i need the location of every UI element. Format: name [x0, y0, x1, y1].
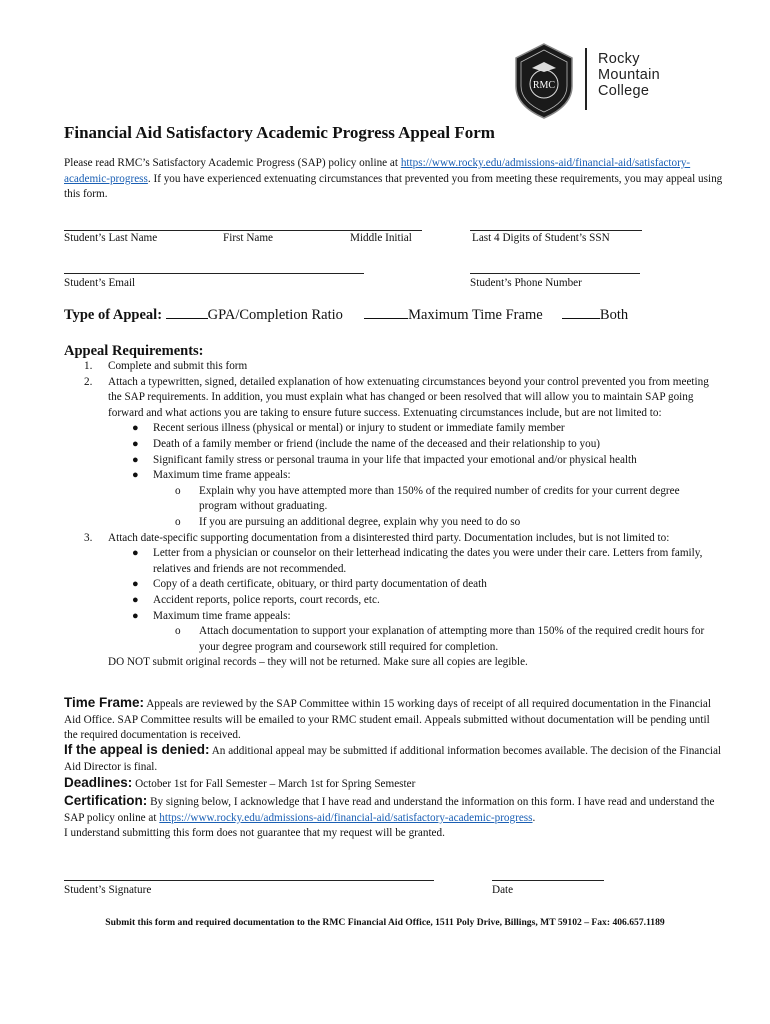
- denied-section: [64, 742, 724, 775]
- college-name-line-3: College: [598, 82, 650, 99]
- certification-text-before: By signing below, I acknowledge that I have read and understand the information on this form. I have read and understand the SAP policy online at: [64, 796, 715, 824]
- requirement-text: Complete and submit this form: [108, 360, 248, 372]
- bullet-item: [108, 421, 714, 437]
- bullet-item: [108, 609, 714, 656]
- gpa-option: GPA/Completion Ratio: [207, 307, 343, 323]
- date-label: Date: [492, 884, 514, 896]
- time-frame-section: [64, 695, 724, 744]
- denied-heading: If the appeal is denied:: [64, 742, 210, 757]
- sub-bullet-item: [153, 515, 714, 531]
- intro-paragraph: [64, 156, 724, 203]
- rmc-shield-logo: [512, 42, 576, 120]
- signature-label: Student’s Signature: [64, 884, 152, 896]
- requirement-number: 3.: [84, 531, 93, 544]
- gpa-blank[interactable]: [166, 306, 208, 319]
- requirement-number: 1.: [84, 360, 93, 372]
- max-time-option: Maximum Time Frame: [408, 307, 543, 323]
- bullet-icon: ●: [132, 547, 139, 560]
- requirement-item-3: [64, 531, 714, 656]
- requirement-text: Attach a typewritten, signed, detailed explanation of how extenuating circumstances beyond your control prevented you from meeting the SAP requirements. In addition, you must explain what has changed or been resolved that will allow you to maintain SAP going forward and what actions you are taking to ensure future success. Extenuating circumstances include, but are not limited to:: [108, 375, 709, 419]
- footer-instructions: Submit this form and required documentation to the RMC Financial Aid Office, 1511 Poly Drive, Billings, MT 59102 – Fax: 406.657.1189: [105, 917, 665, 928]
- bullet-item: [108, 437, 714, 453]
- time-frame-text: Appeals are reviewed by the SAP Committee within 15 working days of receipt of all required documentation in the Financial Aid Office. SAP Committee results will be emailed to your RMC student email. Appeals submitted without documentation will be pending until the required documentation is received.: [64, 698, 711, 742]
- sub-bullet-item: [153, 624, 714, 655]
- intro-text-after: . If you have experienced extenuating circumstances that prevented you from meeting these requirements, you may appeal using this form.: [64, 172, 723, 201]
- do-not-submit-note: DO NOT submit original records – they will not be returned. Make sure all copies are legible.: [108, 656, 528, 669]
- deadlines-heading: Deadlines:: [64, 775, 133, 790]
- form-title: Financial Aid Satisfactory Academic Progress Appeal Form: [64, 123, 495, 142]
- phone-line[interactable]: [470, 273, 640, 274]
- appeal-type-row: [64, 306, 628, 324]
- certification-line2: I understand submitting this form does not guarantee that my request will be granted.: [64, 827, 445, 840]
- name-line[interactable]: [64, 230, 422, 231]
- date-line[interactable]: [492, 880, 604, 881]
- circle-bullet-icon: o: [175, 515, 181, 528]
- requirement-text: Attach date-specific supporting documentation from a disinterested third party. Documentation includes, but is not limited to:: [108, 531, 670, 544]
- both-blank[interactable]: [562, 306, 600, 319]
- denied-text: An additional appeal may be submitted if additional information becomes available. The decision of the Financial Aid Director is final.: [64, 745, 722, 773]
- bullet-icon: ●: [132, 453, 139, 466]
- bullet-icon: ●: [132, 437, 139, 450]
- college-name-line-1: Rocky: [598, 51, 640, 67]
- college-name: [598, 52, 660, 99]
- bullet-icon: ●: [132, 422, 139, 435]
- circle-bullet-icon: o: [175, 484, 181, 497]
- both-option: Both: [599, 307, 629, 323]
- requirement-item-1: [64, 359, 714, 375]
- requirement-item-2: [64, 375, 714, 531]
- logo-text: RMC: [532, 80, 556, 91]
- appeal-type-label: Type of Appeal:: [64, 307, 163, 323]
- ssn-line[interactable]: [470, 230, 642, 231]
- bullet-text: Maximum time frame appeals:: [153, 469, 291, 482]
- certification-sap-link[interactable]: https://www.rocky.edu/admissions-aid/financial-aid/satisfactory-academic-progress: [159, 811, 533, 824]
- certification-heading: Certification:: [64, 793, 148, 808]
- bullet-icon: ●: [132, 593, 139, 606]
- deadlines-text: October 1st for Fall Semester – March 1st for Spring Semester: [135, 778, 416, 790]
- time-frame-heading: Time Frame:: [64, 695, 145, 710]
- deadlines-section: [64, 775, 724, 793]
- last-name-label: Student’s Last Name: [64, 232, 158, 244]
- bullet-text: Letter from a physician or counselor on their letterhead indicating the dates you were under their care. Letters from family, relatives and friends are not recommended.: [153, 547, 703, 575]
- ssn-label: Last 4 Digits of Student’s SSN: [472, 232, 610, 244]
- bullet-icon: ●: [132, 609, 139, 622]
- requirements-list: [64, 359, 714, 671]
- sap-policy-link[interactable]: https://www.rocky.edu/admissions-aid/financial-aid/satisfactory-academic-progress: [64, 157, 691, 185]
- bullet-item: [108, 468, 714, 530]
- bullet-text: Maximum time frame appeals:: [153, 609, 291, 622]
- circle-bullet-icon: o: [175, 625, 181, 638]
- bullet-icon: ●: [132, 578, 139, 591]
- phone-label: Student’s Phone Number: [470, 277, 582, 289]
- bullet-text: Significant family stress or personal trauma in your life that impacted your emotional and/or physical health: [153, 453, 637, 466]
- intro-text-before: Please read RMC’s Satisfactory Academic Progress (SAP) policy online at: [64, 157, 401, 169]
- email-line[interactable]: [64, 273, 364, 274]
- certification-section: [64, 793, 724, 842]
- bullet-text: Accident reports, police reports, court records, etc.: [153, 593, 380, 606]
- signature-line[interactable]: [64, 880, 434, 881]
- first-name-label: First Name: [223, 232, 274, 244]
- bullet-text: Copy of a death certificate, obituary, or third party documentation of death: [153, 578, 487, 591]
- sub-bullet-text: If you are pursuing an additional degree, explain why you need to do so: [199, 515, 521, 528]
- requirements-heading: Appeal Requirements:: [64, 343, 204, 359]
- certification-text-after: .: [532, 811, 536, 824]
- bullet-item: [108, 593, 714, 609]
- requirement-number: 2.: [84, 375, 93, 388]
- header-divider: [585, 48, 587, 110]
- bullet-item: [108, 577, 714, 593]
- bullet-item: [108, 453, 714, 469]
- sub-bullet-text: Explain why you have attempted more than 150% of the required number of credits for your current degree program without graduating.: [199, 484, 680, 513]
- max-time-blank[interactable]: [364, 306, 408, 319]
- bullet-text: Death of a family member or friend (include the name of the deceased and their relationship to you): [153, 437, 601, 450]
- bullet-icon: ●: [132, 469, 139, 482]
- email-label: Student’s Email: [64, 277, 136, 289]
- sub-bullet-item: [153, 484, 714, 515]
- college-name-line-2: Mountain: [598, 66, 661, 83]
- middle-initial-label: Middle Initial: [350, 232, 412, 244]
- bullet-text: Recent serious illness (physical or mental) or injury to student or immediate family member: [153, 422, 565, 435]
- sub-bullet-text: Attach documentation to support your explanation of attempting more than 150% of the required credit hours for your degree program and coursework still required for completion.: [199, 625, 705, 653]
- bullet-item: [108, 546, 714, 577]
